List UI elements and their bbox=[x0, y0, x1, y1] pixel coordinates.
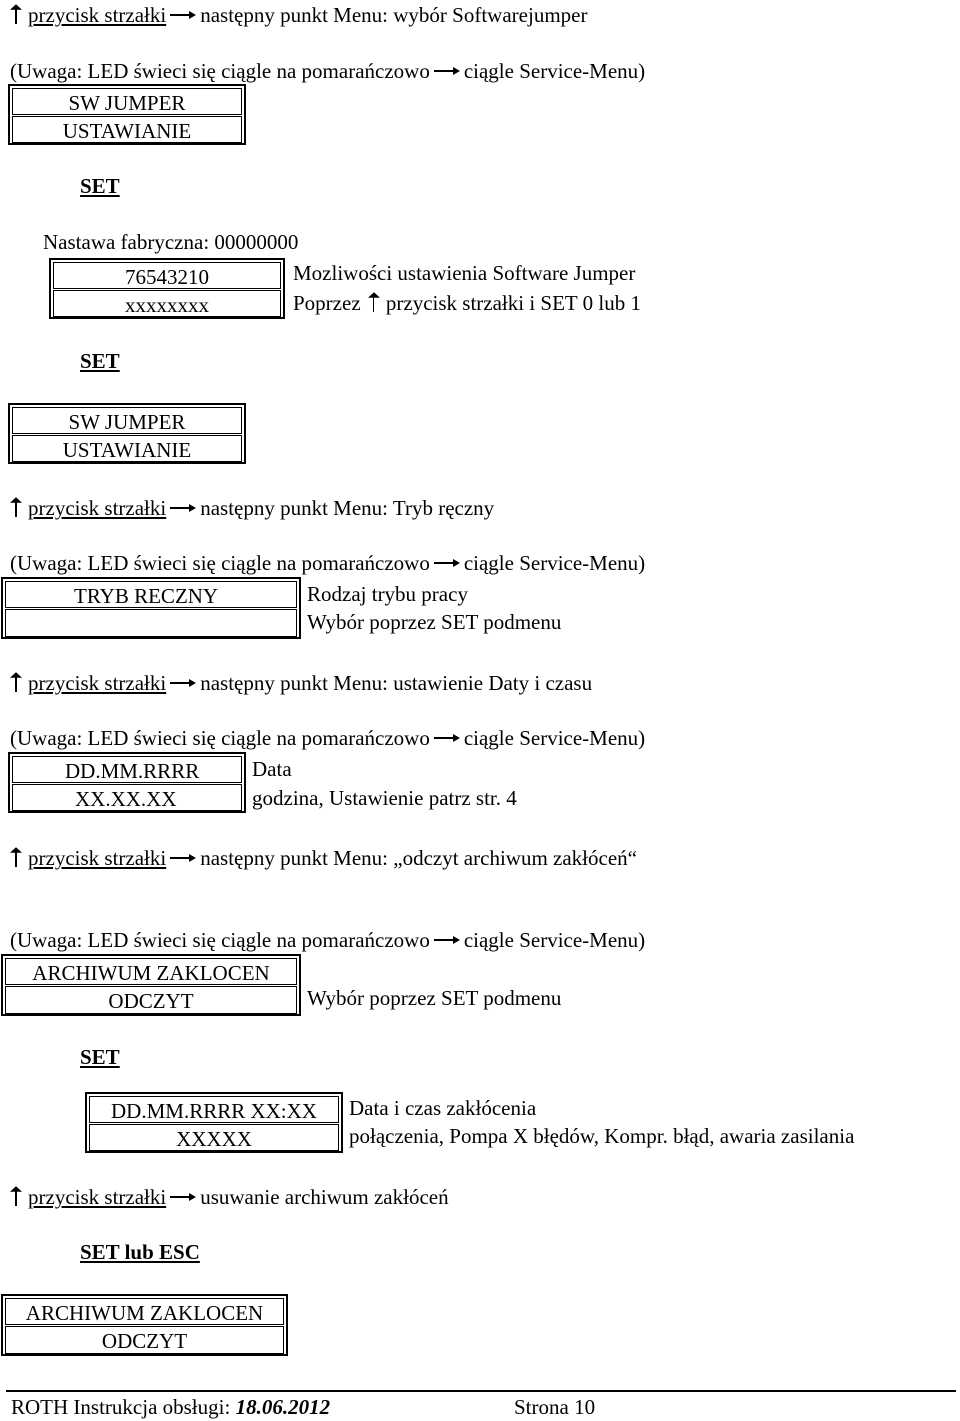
set-label: SET bbox=[80, 349, 120, 373]
display-line-1: DD.MM.RRRR XX:XX bbox=[89, 1096, 339, 1123]
up-arrow-icon bbox=[368, 292, 380, 312]
footer-date: 18.06.2012 bbox=[235, 1395, 331, 1419]
footer bbox=[11, 1397, 330, 1418]
display-line-1: SW JUMPER bbox=[12, 407, 242, 434]
display-box-archive-detail bbox=[85, 1092, 343, 1153]
led-note bbox=[10, 553, 645, 574]
right-arrow-icon bbox=[170, 10, 196, 20]
display-line-2: XX.XX.XX bbox=[12, 784, 242, 811]
factory-setting: Nastawa fabryczna: 00000000 bbox=[43, 230, 299, 254]
date-desc-2: godzina, Ustawienie patrz str. 4 bbox=[252, 786, 517, 810]
up-arrow-icon bbox=[10, 672, 22, 692]
menu-step-text: usuwanie archiwum zakłóceń bbox=[200, 1185, 449, 1209]
menu-step-softwarejumper bbox=[10, 4, 587, 26]
display-line-2: USTAWIANIE bbox=[12, 435, 242, 462]
display-line-1: TRYB RECZNY bbox=[5, 581, 297, 608]
display-line-2: XXXXX bbox=[89, 1124, 339, 1151]
display-line-1: ARCHIWUM ZAKLOCEN bbox=[5, 1298, 284, 1325]
arrow-button-label: przycisk strzałki bbox=[28, 496, 167, 520]
set-label: SET bbox=[80, 174, 120, 198]
menu-step-text: następny punkt Menu: ustawienie Daty i czasu bbox=[200, 671, 593, 695]
display-box-archive bbox=[1, 954, 301, 1016]
right-arrow-icon bbox=[170, 853, 196, 863]
date-desc-1: Data bbox=[252, 757, 292, 781]
menu-step-text: następny punkt Menu: Tryb ręczny bbox=[200, 496, 495, 520]
right-arrow-icon bbox=[170, 503, 196, 513]
jumper-options-howto bbox=[293, 292, 641, 314]
arrow-button-label: przycisk strzałki bbox=[28, 3, 167, 27]
menu-step-usuwanie bbox=[10, 1186, 449, 1208]
display-line-2: ODCZYT bbox=[5, 986, 297, 1014]
archive-detail-desc-1: Data i czas zakłócenia bbox=[349, 1096, 537, 1120]
right-arrow-icon bbox=[434, 558, 460, 568]
up-arrow-icon bbox=[10, 4, 22, 24]
archive-desc: Wybór poprzez SET podmenu bbox=[307, 986, 562, 1010]
jumper-values: xxxxxxxx bbox=[53, 290, 281, 317]
right-arrow-icon bbox=[434, 733, 460, 743]
jumper-bits: 76543210 bbox=[53, 262, 281, 289]
led-note-text: (Uwaga: LED świeci się ciągle na pomarańczowo bbox=[10, 928, 430, 952]
set-or-esc-label: SET lub ESC bbox=[80, 1240, 200, 1264]
display-line-1: SW JUMPER bbox=[12, 88, 242, 115]
footer-page: Strona 10 bbox=[514, 1395, 596, 1419]
menu-step-text: następny punkt Menu: „odczyt archiwum zakłóceń“ bbox=[200, 846, 637, 870]
led-note bbox=[10, 61, 645, 82]
arrow-button-label: przycisk strzałki bbox=[28, 671, 167, 695]
up-arrow-icon bbox=[10, 497, 22, 517]
menu-step-tryb-reczny bbox=[10, 497, 494, 519]
up-arrow-icon bbox=[10, 847, 22, 867]
right-arrow-icon bbox=[434, 935, 460, 945]
led-note-tail: ciągle Service-Menu) bbox=[463, 726, 646, 750]
howto-pre: Poprzez bbox=[293, 291, 361, 315]
led-note-tail: ciągle Service-Menu) bbox=[463, 551, 646, 575]
menu-step-data-czas bbox=[10, 672, 592, 694]
footer-rule bbox=[6, 1390, 956, 1392]
display-box-tryb bbox=[1, 577, 301, 639]
display-box-date bbox=[8, 752, 246, 813]
tryb-desc-1: Rodzaj trybu pracy bbox=[307, 582, 468, 606]
right-arrow-icon bbox=[170, 1192, 196, 1202]
archive-detail-desc-2: połączenia, Pompa X błędów, Kompr. błąd, awaria zasilania bbox=[349, 1124, 855, 1148]
display-box-sw-jumper bbox=[8, 84, 246, 145]
howto-post: przycisk strzałki i SET 0 lub 1 bbox=[385, 291, 641, 315]
display-line-2 bbox=[5, 609, 297, 637]
display-line-2: ODCZYT bbox=[5, 1326, 284, 1354]
right-arrow-icon bbox=[170, 678, 196, 688]
display-box-archive-final bbox=[1, 1294, 288, 1356]
led-note-tail: ciągle Service-Menu) bbox=[463, 928, 646, 952]
led-note-tail: ciągle Service-Menu) bbox=[463, 59, 646, 83]
display-line-1: ARCHIWUM ZAKLOCEN bbox=[5, 958, 297, 985]
arrow-button-label: przycisk strzałki bbox=[28, 846, 167, 870]
footer-prefix: ROTH Instrukcja obsługi: bbox=[11, 1395, 231, 1419]
tryb-desc-2: Wybór poprzez SET podmenu bbox=[307, 610, 562, 634]
right-arrow-icon bbox=[434, 66, 460, 76]
display-box-sw-jumper-2 bbox=[8, 403, 246, 464]
arrow-button-label: przycisk strzałki bbox=[28, 1185, 167, 1209]
menu-step-text: następny punkt Menu: wybór Softwarejumper bbox=[200, 3, 588, 27]
led-note bbox=[10, 728, 645, 749]
display-line-2: USTAWIANIE bbox=[12, 116, 242, 143]
led-note-text: (Uwaga: LED świeci się ciągle na pomarańczowo bbox=[10, 726, 430, 750]
led-note-text: (Uwaga: LED świeci się ciągle na pomarańczowo bbox=[10, 551, 430, 575]
led-note bbox=[10, 930, 645, 951]
led-note-text: (Uwaga: LED świeci się ciągle na pomarańczowo bbox=[10, 59, 430, 83]
display-line-1: DD.MM.RRRR bbox=[12, 756, 242, 783]
up-arrow-icon bbox=[10, 1186, 22, 1206]
jumper-table-left bbox=[49, 258, 285, 319]
set-label: SET bbox=[80, 1045, 120, 1069]
jumper-options-desc: Mozliwości ustawienia Software Jumper bbox=[293, 261, 636, 285]
menu-step-archiwum bbox=[10, 847, 637, 869]
